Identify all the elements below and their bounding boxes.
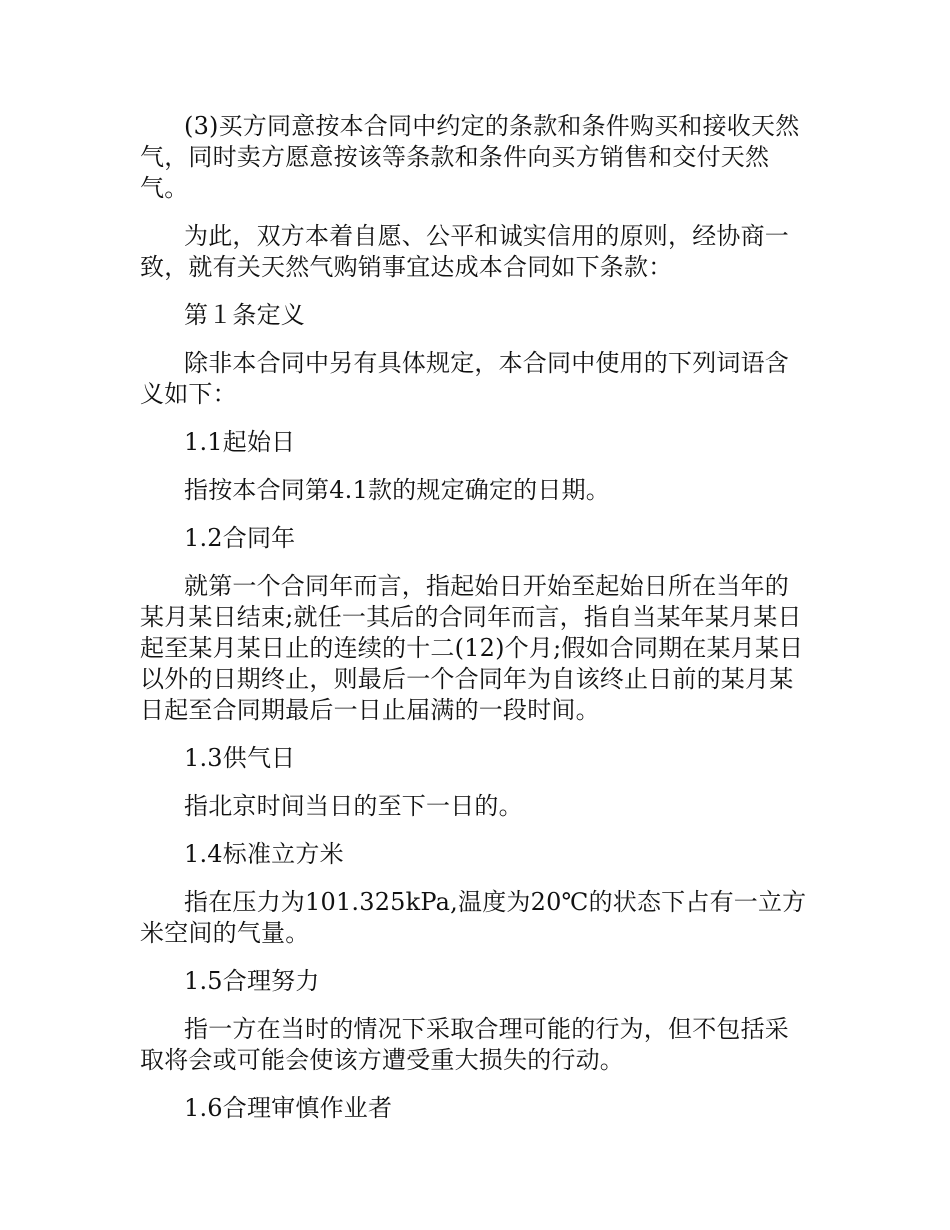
clause-1-3-text: 指北京时间当日的至下一日的。 [184, 792, 523, 820]
clause-1-5-heading: 1.5合理努力 [184, 967, 320, 995]
clause-1-1-heading: 1.1起始日 [184, 428, 296, 456]
clause-1-3-heading: 1.3供气日 [184, 744, 296, 772]
clause-1-6-heading: 1.6合理审慎作业者 [184, 1094, 393, 1122]
clause-1-2-text: 就第一个合同年而言，指起始日开始至起始日所在当年的某月某日结束;就任一其后的合同年而言，指自当某年某月某日起至某月某日止的连续的十二(12)个月;假如合同期在某月某日以外的日期终止，则最后一个合同年为自该终止日前的某月某日起至合同期最后一日止届满的一段时间。 [140, 572, 804, 724]
paragraph-buyer-agreement: (3)买方同意按本合同中约定的条款和条件购买和接收天然气，同时卖方愿意按该等条款和条件向买方销售和交付天然气。 [140, 112, 800, 202]
document-page [140, 111, 812, 1141]
clause-1-5-text: 指一方在当时的情况下采取合理可能的行为，但不包括采取将会或可能会使该方遭受重大损失的行动。 [140, 1015, 789, 1074]
clause-1-1-text: 指按本合同第4.1款的规定确定的日期。 [184, 476, 610, 504]
article-1-heading: 第１条定义 [184, 301, 305, 329]
clause-1-4-heading: 1.4标准立方米 [184, 840, 344, 868]
clause-1-4-text: 指在压力为101.325kPa,温度为20℃的状态下占有一立方米空间的气量。 [140, 888, 807, 947]
clause-1-2-heading: 1.2合同年 [184, 524, 296, 552]
paragraph-definitions-intro: 除非本合同中另有具体规定，本合同中使用的下列词语含义如下： [140, 349, 789, 408]
paragraph-principles: 为此，双方本着自愿、公平和诚实信用的原则，经协商一致，就有关天然气购销事宜达成本合同如下条款： [140, 222, 789, 281]
